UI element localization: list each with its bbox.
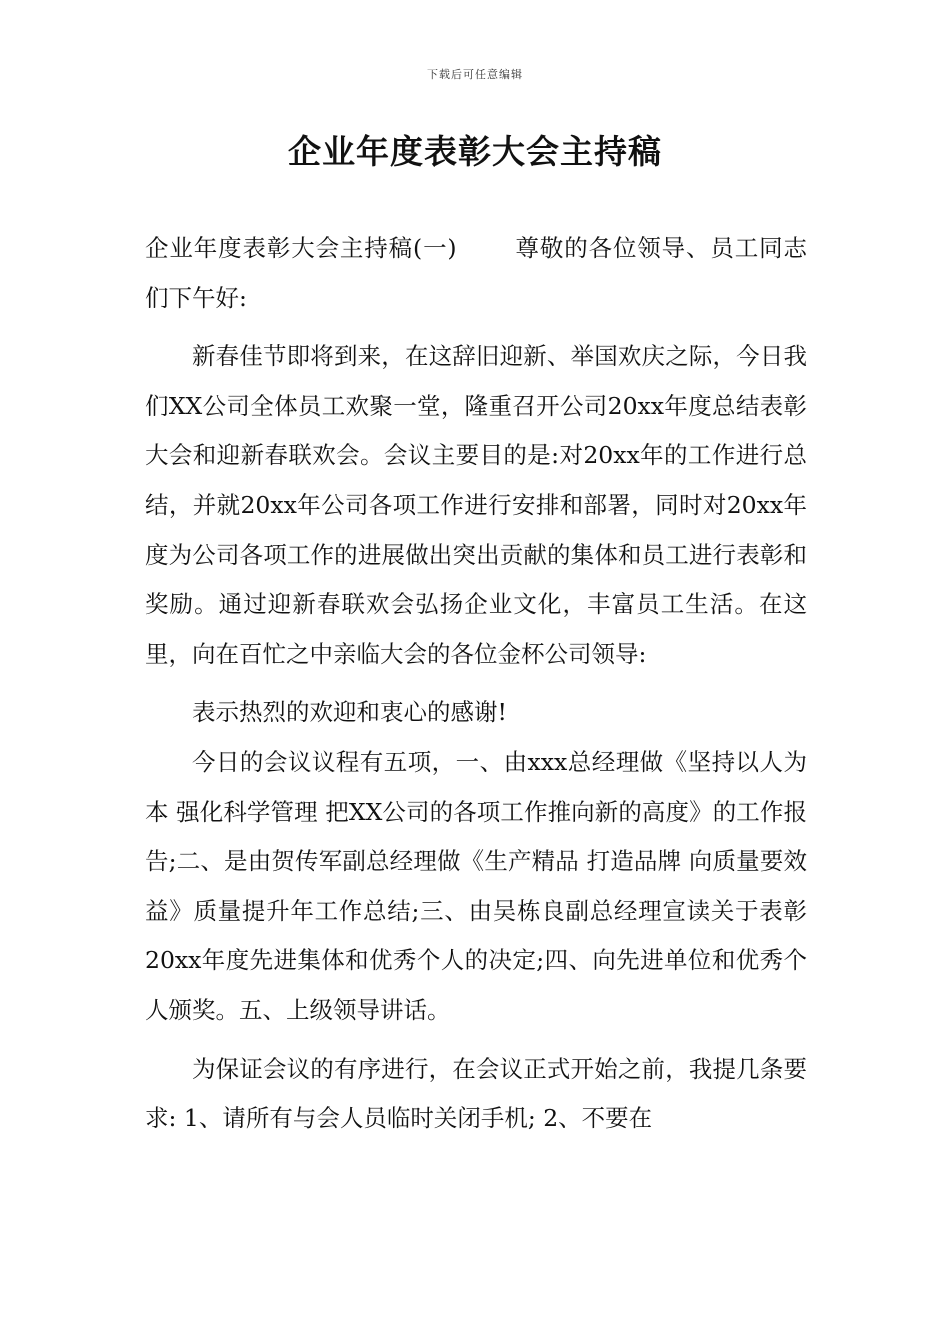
paragraph-opening (145, 224, 807, 323)
paragraph-agenda: 今日的会议议程有五项，一、由xxx总经理做《坚持以人为本 强化科学管理 把XX公司的各项工作推向新的高度》的工作报告;二、是由贺传军副总经理做《生产精品 打造品牌 向质量要效益》质量提升年工作总结;三、由吴栋良副总经理宣读关于表彰20xx年度先进集体和优秀个人的决定;四、向先进单位和优秀个人颁奖。五、上级领导讲话。 (145, 747, 807, 1024)
header-note: 下载后可任意编辑 (427, 68, 523, 81)
paragraph-requirements: 为保证会议的有序进行，在会议正式开始之前，我提几条要求: 1、请所有与会人员临时关闭手机; 2、不要在 (145, 1054, 807, 1133)
document-body (145, 224, 807, 1144)
opening-greeting: 尊敬的各位领导、员工同志们下午好: (145, 234, 808, 312)
paragraph-thanks: 表示热烈的欢迎和衷心的感谢! (192, 698, 507, 727)
paragraph-introduction: 新春佳节即将到来，在这辞旧迎新、举国欢庆之际，今日我们XX公司全体员工欢聚一堂，隆重召开公司20xx年度总结表彰大会和迎新春联欢会。会议主要目的是:对20xx年的工作进行总结，并就20xx年公司各项工作进行安排和部署，同时对20xx年度为公司各项工作的进展做出突出贡献的集体和员工进行表彰和奖励。通过迎新春联欢会弘扬企业文化，丰富员工生活。在这里，向在百忙之中亲临大会的各位金杯公司领导: (145, 342, 807, 668)
document-title: 企业年度表彰大会主持稿 (288, 132, 662, 171)
opening-subtitle: 企业年度表彰大会主持稿(一) (145, 234, 457, 262)
